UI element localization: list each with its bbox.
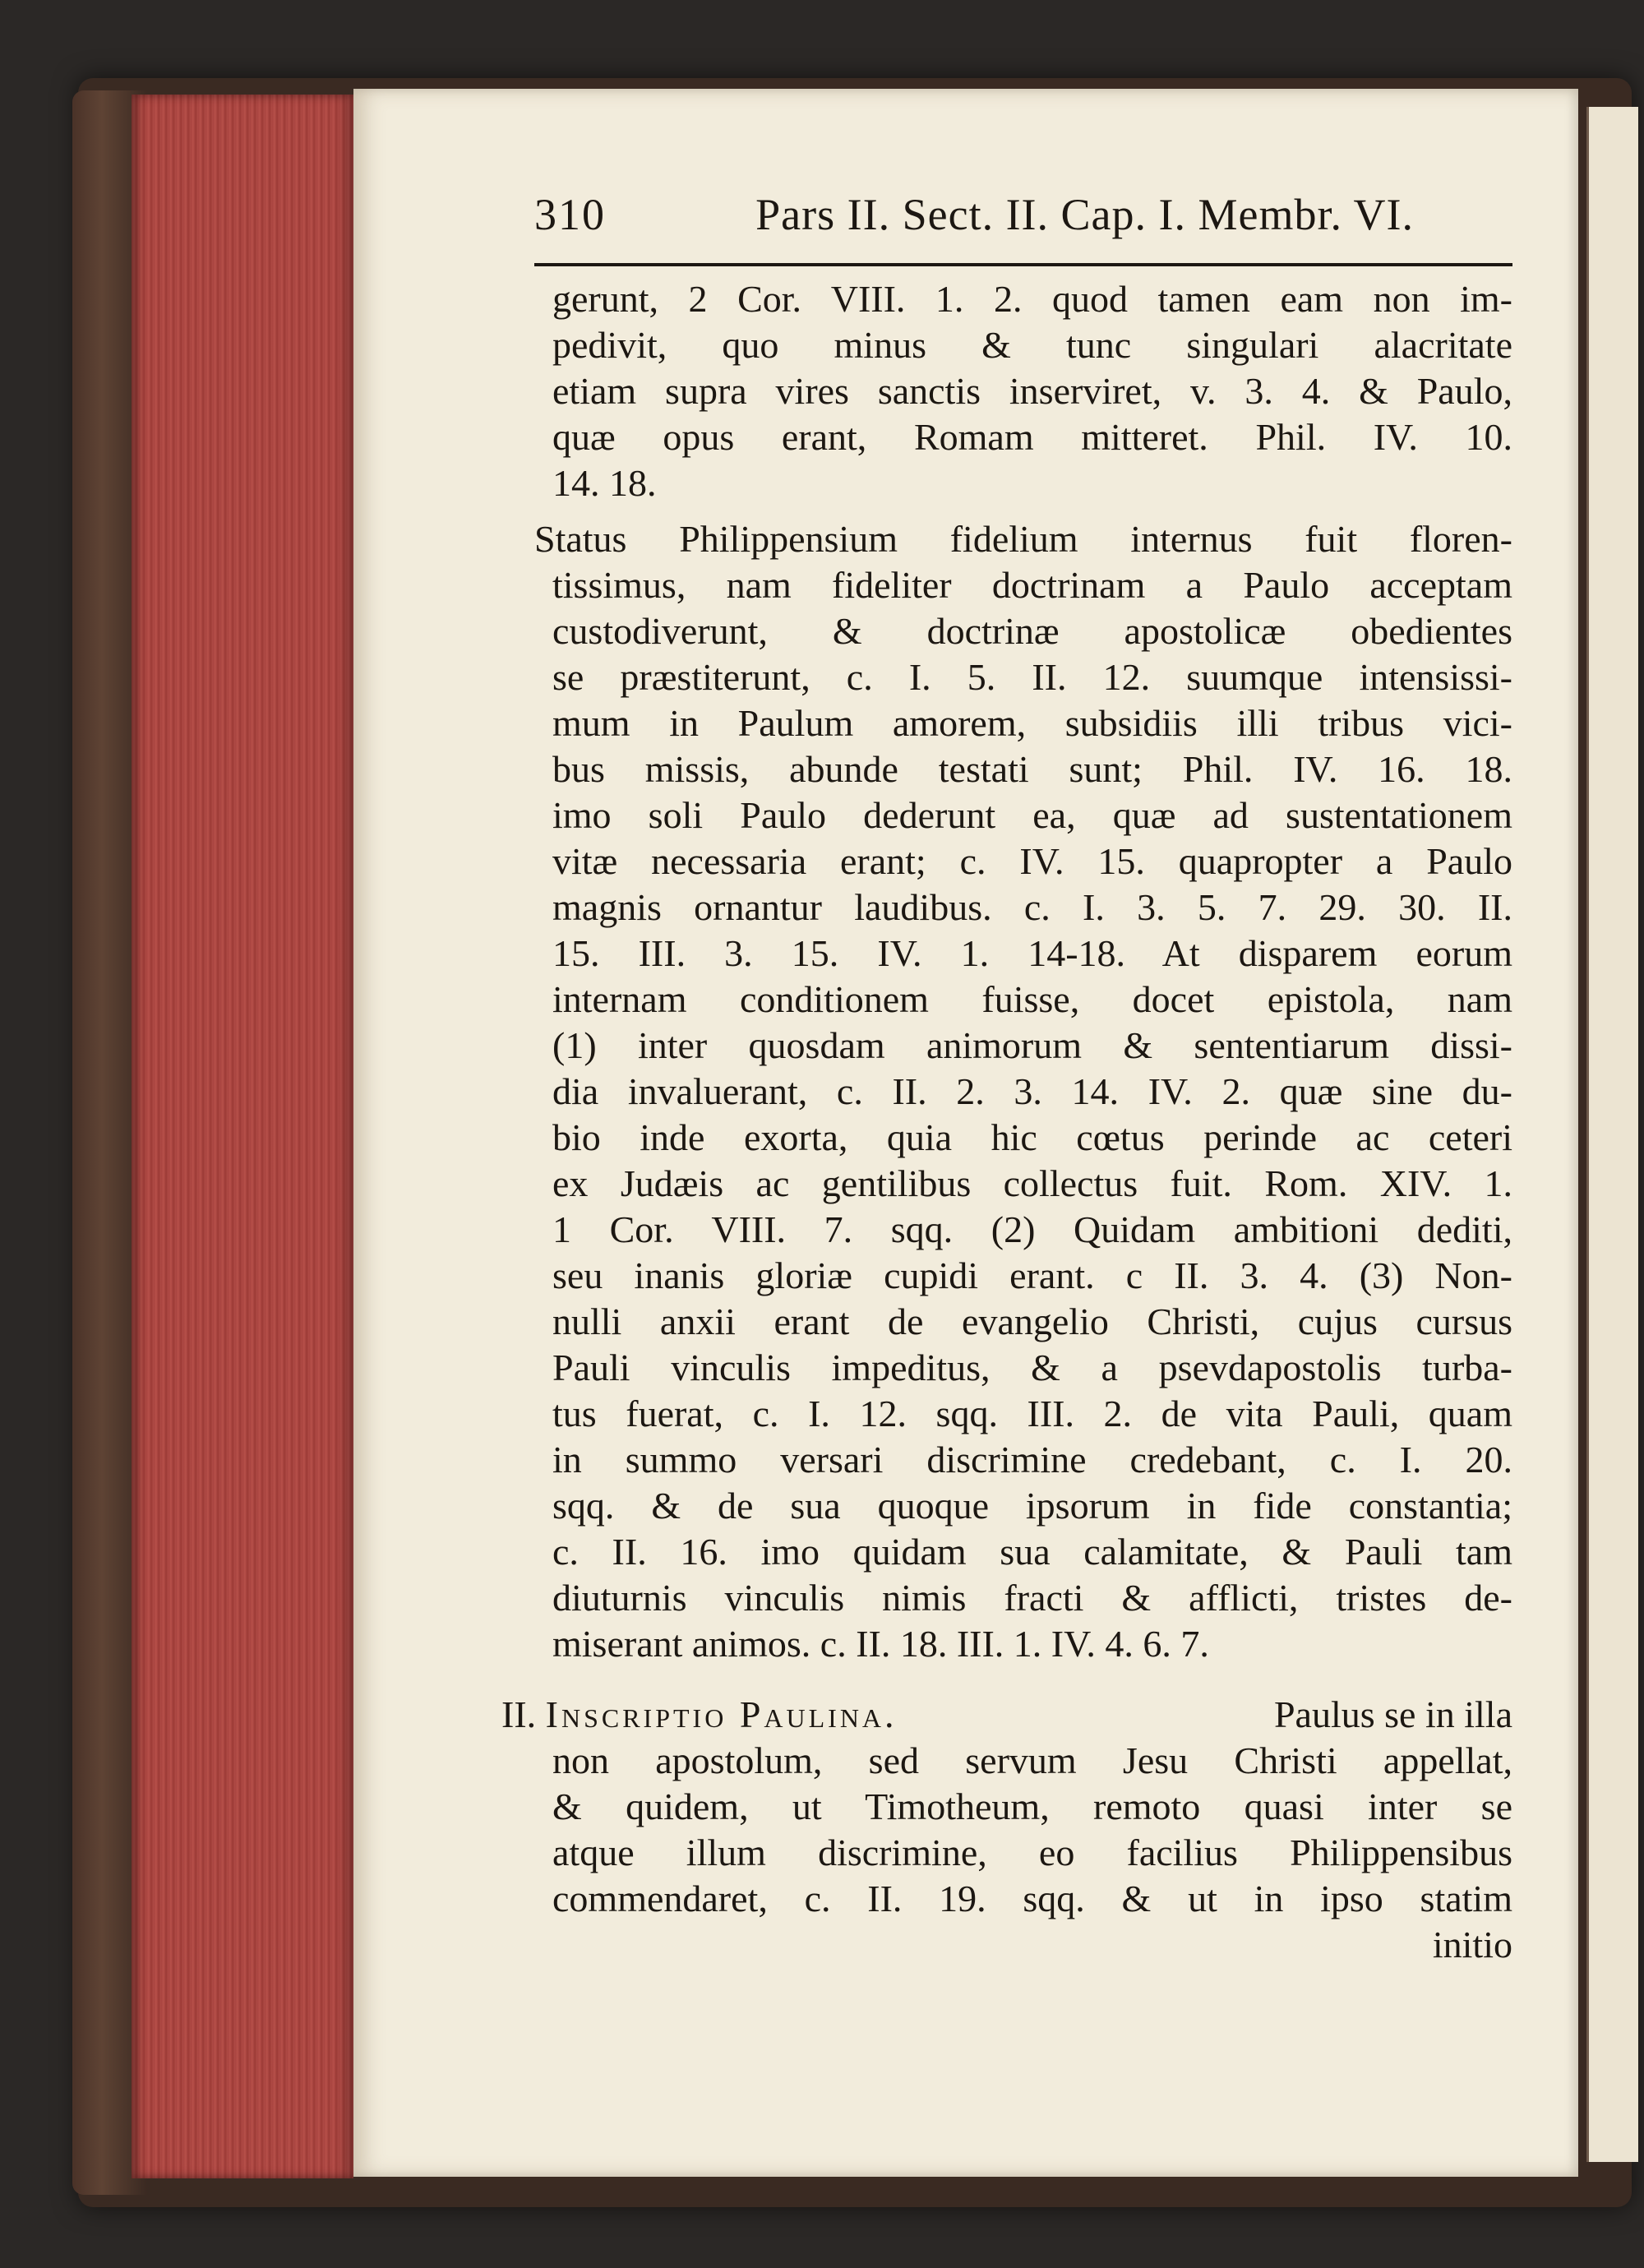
text-line: ex Judæis ac gentilibus collectus fuit. Rom. XIV. 1.	[552, 1162, 1512, 1204]
text-line: etiam supra vires sanctis inserviret, v. 3. 4. & Paulo,	[552, 370, 1512, 412]
catchword: initio	[1432, 1924, 1512, 1965]
text-line: Paulus se in illa	[1273, 1693, 1512, 1735]
text-line: magnis ornantur laudibus. c. I. 3. 5. 7. 29. 30. II.	[552, 886, 1512, 928]
paragraph-2	[534, 516, 1512, 1667]
running-header	[534, 189, 1512, 255]
header-rule	[534, 263, 1512, 266]
text-line: dia invaluerant, c. II. 2. 3. 14. IV. 2. quæ sine du-	[552, 1070, 1512, 1112]
section-heading: Inscriptio Paulina.	[545, 1693, 898, 1735]
text-line: diuturnis vinculis nimis fracti & afflicti, tristes de-	[552, 1577, 1512, 1619]
text-line: bio inde exorta, quia hic cœtus perinde ac ceteri	[552, 1116, 1512, 1158]
page-number: 310	[534, 190, 606, 239]
text-line: Status Philippensium fidelium internus fuit floren-	[534, 518, 1512, 560]
section-2	[501, 1692, 1512, 1968]
text-line: vitæ necessaria erant; c. IV. 15. quapropter a Paulo	[552, 840, 1512, 882]
text-line: internam conditionem fuisse, docet epistola, nam	[552, 978, 1512, 1020]
text-line: mum in Paulum amorem, subsidiis illi tribus vici-	[552, 702, 1512, 744]
text-line: pedivit, quo minus & tunc singulari alacritate	[552, 324, 1512, 366]
text-line: commendaret, c. II. 19. sqq. & ut in ipso statim	[552, 1878, 1512, 1919]
text-line: non apostolum, sed servum Jesu Christi appellat,	[552, 1739, 1512, 1781]
text-line: sqq. & de sua quoque ipsorum in fide constantia;	[552, 1485, 1512, 1527]
section-numeral: II.	[501, 1693, 537, 1735]
text-line: nulli anxii erant de evangelio Christi, cujus cursus	[552, 1300, 1512, 1342]
text-line: custodiverunt, & doctrinæ apostolicæ obedientes	[552, 610, 1512, 652]
text-line: tissimus, nam fideliter doctrinam a Paulo acceptam	[552, 564, 1512, 606]
text-line: se præstiterunt, c. I. 5. II. 12. suumque intensissi-	[552, 656, 1512, 698]
page-edges-red	[132, 95, 353, 2178]
paragraph-1	[534, 276, 1512, 506]
text-line: tus fuerat, c. I. 12. sqq. III. 2. de vita Pauli, quam	[552, 1393, 1512, 1434]
page-content	[501, 189, 1512, 1968]
running-title: Pars II. Sect. II. Cap. I. Membr. VI.	[755, 190, 1414, 239]
text-line: & quidem, ut Timotheum, remoto quasi inter se	[552, 1785, 1512, 1827]
facing-page-edge	[1586, 107, 1638, 2162]
text-line: 14. 18.	[552, 462, 657, 504]
text-line: quæ opus erant, Romam mitteret. Phil. IV. 10.	[552, 416, 1512, 458]
text-line: seu inanis gloriæ cupidi erant. c II. 3. 4. (3) Non-	[552, 1254, 1512, 1296]
text-line: 1 Cor. VIII. 7. sqq. (2) Quidam ambitioni dediti,	[552, 1208, 1512, 1250]
text-line: 15. III. 3. 15. IV. 1. 14-18. At disparem eorum	[552, 932, 1512, 974]
text-line: miserant animos. c. II. 18. III. 1. IV. 4. 6. 7.	[552, 1623, 1209, 1665]
text-line: imo soli Paulo dederunt ea, quæ ad sustentationem	[552, 794, 1512, 836]
text-line: Pauli vinculis impeditus, & a psevdapostolis turba-	[552, 1346, 1512, 1388]
text-line: atque illum discrimine, eo facilius Philippensibus	[552, 1831, 1512, 1873]
text-line: c. II. 16. imo quidam sua calamitate, & Pauli tam	[552, 1531, 1512, 1573]
text-line: bus missis, abunde testati sunt; Phil. IV. 16. 18.	[552, 748, 1512, 790]
text-line: in summo versari discrimine credebant, c. I. 20.	[552, 1439, 1512, 1480]
text-line: gerunt, 2 Cor. VIII. 1. 2. quod tamen eam non im-	[552, 278, 1512, 320]
section-heading-line	[501, 1692, 1512, 1738]
text-line: (1) inter quosdam animorum & sententiarum dissi-	[552, 1024, 1512, 1066]
